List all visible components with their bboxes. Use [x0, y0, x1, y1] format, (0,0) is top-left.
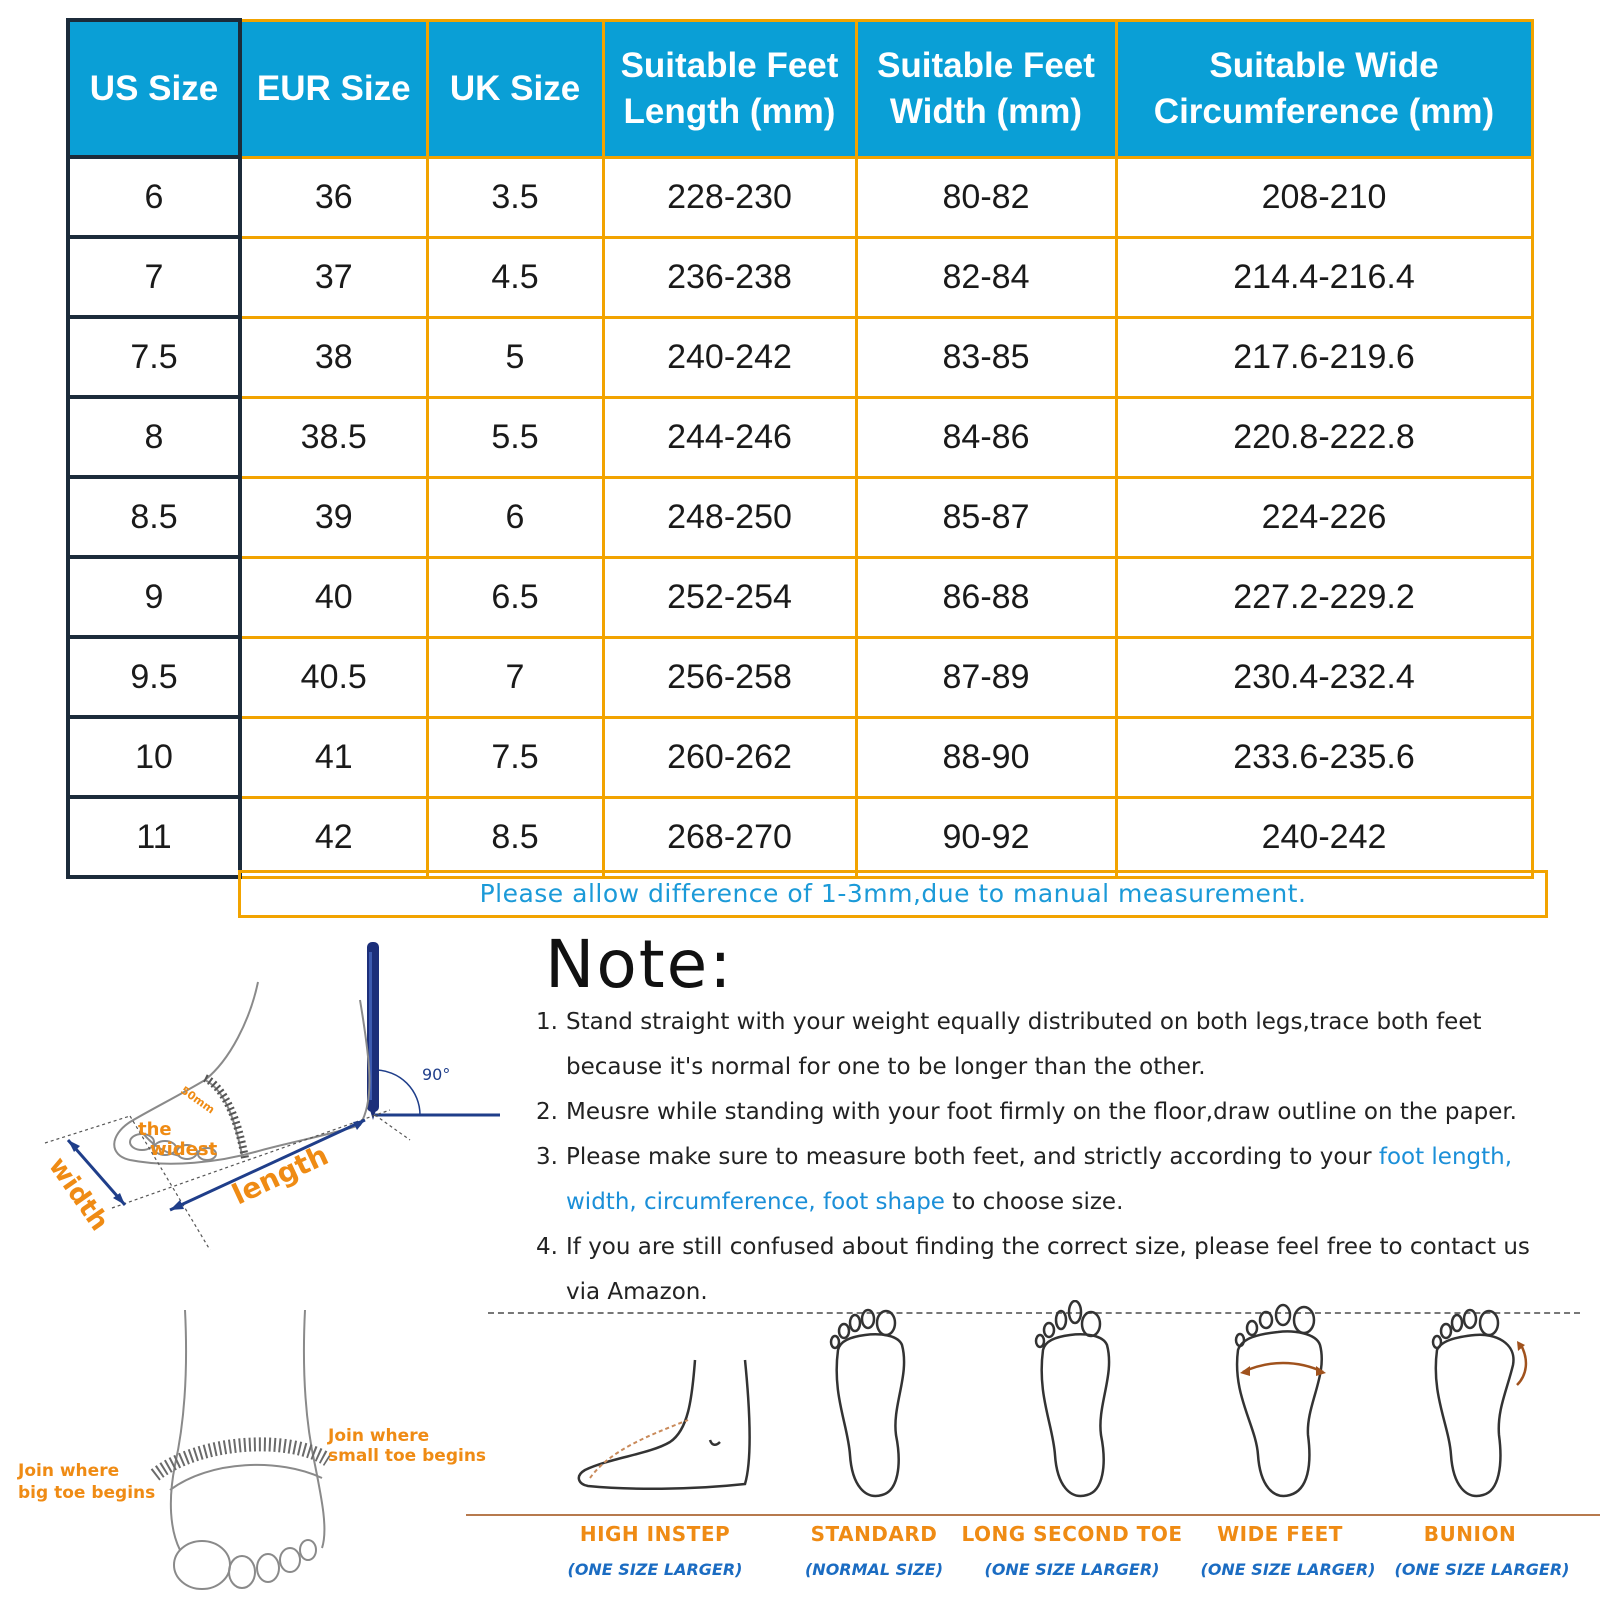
cell-wide-circumference: 230.4-232.4 — [1116, 637, 1532, 717]
cell-feet-width: 82-84 — [856, 237, 1116, 317]
shape-advice-standard: (NORMAL SIZE) — [804, 1560, 943, 1579]
length-label: length — [227, 1138, 334, 1212]
note-item-1: 1. Stand straight with your weight equally distributed on both legs,trace both feet because it's normal for one to be longer than the other. — [536, 1009, 1482, 1080]
cell-uk-size: 6 — [427, 477, 603, 557]
header-eur-size: EUR Size — [240, 20, 427, 157]
shape-name-bunion: BUNION — [1423, 1522, 1517, 1546]
cell-wide-circumference: 224-226 — [1116, 477, 1532, 557]
cell-feet-length: 256-258 — [603, 637, 856, 717]
note-list — [536, 1000, 1566, 1315]
cell-feet-width: 83-85 — [856, 317, 1116, 397]
cell-feet-length: 244-246 — [603, 397, 856, 477]
cell-eur-size: 38.5 — [240, 397, 427, 477]
cell-feet-width: 87-89 — [856, 637, 1116, 717]
table-row — [68, 637, 1532, 717]
small-toe-label-line1: Join where — [328, 1426, 430, 1446]
cell-uk-size: 5 — [427, 317, 603, 397]
cell-feet-width: 90-92 — [856, 797, 1116, 877]
foot-circumference-diagram — [10, 1300, 490, 1600]
shape-name-wide-feet: WIDE FEET — [1217, 1522, 1343, 1546]
shape-advice-high-instep: (ONE SIZE LARGER) — [567, 1560, 743, 1579]
table-row — [68, 477, 1532, 557]
wide-feet-foot-icon — [1228, 1300, 1338, 1505]
cell-eur-size: 36 — [240, 157, 427, 237]
cell-us-size: 11 — [68, 797, 240, 877]
cell-wide-circumference: 227.2-229.2 — [1116, 557, 1532, 637]
cell-feet-width: 85-87 — [856, 477, 1116, 557]
bunion-foot-icon — [1425, 1305, 1535, 1505]
table-row — [68, 157, 1532, 237]
cell-uk-size: 7.5 — [427, 717, 603, 797]
cell-uk-size: 7 — [427, 637, 603, 717]
cell-feet-width: 86-88 — [856, 557, 1116, 637]
header-wide-circumference: Suitable Wide Circumference (mm) — [1116, 20, 1532, 157]
header-feet-width: Suitable Feet Width (mm) — [856, 20, 1116, 157]
note-title: Note: — [545, 926, 734, 1003]
cell-feet-length: 240-242 — [603, 317, 856, 397]
shape-name-long-second-toe: LONG SECOND TOE — [961, 1522, 1183, 1546]
cell-us-size: 9.5 — [68, 637, 240, 717]
table-row — [68, 237, 1532, 317]
shape-advice-wide-feet: (ONE SIZE LARGER) — [1200, 1560, 1376, 1579]
table-row — [68, 557, 1532, 637]
table-row — [68, 397, 1532, 477]
cell-uk-size: 5.5 — [427, 397, 603, 477]
cell-wide-circumference: 217.6-219.6 — [1116, 317, 1532, 397]
cell-wide-circumference: 208-210 — [1116, 157, 1532, 237]
cell-wide-circumference: 214.4-216.4 — [1116, 237, 1532, 317]
cell-eur-size: 41 — [240, 717, 427, 797]
header-feet-length: Suitable Feet Length (mm) — [603, 20, 856, 157]
table-row — [68, 797, 1532, 877]
table-row — [68, 317, 1532, 397]
cell-feet-length: 268-270 — [603, 797, 856, 877]
highlight-measurements: width, circumference, foot shape — [566, 1189, 945, 1215]
cell-feet-width: 80-82 — [856, 157, 1116, 237]
cell-wide-circumference: 240-242 — [1116, 797, 1532, 877]
measurement-notice: Please allow difference of 1-3mm,due to manual measurement. — [238, 870, 1548, 918]
small-toe-label-line2: small toe begins — [328, 1446, 487, 1466]
cell-eur-size: 39 — [240, 477, 427, 557]
cell-us-size: 8.5 — [68, 477, 240, 557]
tape-mark-label: 50mm — [178, 1083, 218, 1117]
angle-arc — [375, 1070, 420, 1115]
cell-uk-size: 3.5 — [427, 157, 603, 237]
cell-feet-length: 252-254 — [603, 557, 856, 637]
big-toe-label-line1: Join where — [18, 1461, 120, 1481]
header-uk-size: UK Size — [427, 20, 603, 157]
cell-us-size: 9 — [68, 557, 240, 637]
cell-uk-size: 8.5 — [427, 797, 603, 877]
highlight-foot-length: foot length, — [1378, 1144, 1513, 1170]
cell-eur-size: 42 — [240, 797, 427, 877]
note-item-4: 4. If you are still confused about finding the correct size, please feel free to contact us via Amazon. — [536, 1234, 1530, 1305]
solid-divider — [466, 1514, 1600, 1516]
widest-label-line2: widest — [150, 1139, 218, 1160]
table-header-row — [68, 20, 1532, 157]
cell-wide-circumference: 220.8-222.8 — [1116, 397, 1532, 477]
widest-label-line1: the — [138, 1119, 172, 1140]
shape-name-high-instep: HIGH INSTEP — [579, 1522, 731, 1546]
standard-foot-icon — [820, 1305, 920, 1505]
long-second-toe-foot-icon — [1025, 1300, 1125, 1505]
cell-eur-size: 40 — [240, 557, 427, 637]
cell-us-size: 7 — [68, 237, 240, 317]
cell-feet-length: 236-238 — [603, 237, 856, 317]
cell-feet-length: 260-262 — [603, 717, 856, 797]
cell-wide-circumference: 233.6-235.6 — [1116, 717, 1532, 797]
big-toe-label-line2: big toe begins — [18, 1483, 156, 1503]
cell-eur-size: 37 — [240, 237, 427, 317]
shape-advice-bunion: (ONE SIZE LARGER) — [1394, 1560, 1570, 1579]
cell-us-size: 8 — [68, 397, 240, 477]
cell-uk-size: 6.5 — [427, 557, 603, 637]
cell-us-size: 7.5 — [68, 317, 240, 397]
header-us-size: US Size — [68, 20, 240, 157]
width-label: width — [42, 1151, 115, 1237]
wide-arrow — [1243, 1363, 1323, 1372]
table-row — [68, 717, 1532, 797]
angle-label: 90° — [422, 1065, 451, 1084]
shape-name-standard: STANDARD — [810, 1522, 938, 1546]
note-item-2: 2. Meusre while standing with your foot firmly on the floor,draw outline on the paper. — [536, 1099, 1517, 1125]
cell-uk-size: 4.5 — [427, 237, 603, 317]
cell-feet-length: 228-230 — [603, 157, 856, 237]
cell-us-size: 10 — [68, 717, 240, 797]
size-chart-table — [66, 18, 1534, 879]
foot-measure-diagram — [30, 930, 510, 1280]
cell-feet-length: 248-250 — [603, 477, 856, 557]
note-item-3: 3. Please make sure to measure both feet, and strictly according to your foot length, width, circumference, foot shape to choose size. — [536, 1144, 1513, 1215]
shape-advice-long-second-toe: (ONE SIZE LARGER) — [984, 1560, 1160, 1579]
cell-eur-size: 40.5 — [240, 637, 427, 717]
bunion-arrow — [1517, 1345, 1526, 1385]
cell-feet-width: 84-86 — [856, 397, 1116, 477]
cell-eur-size: 38 — [240, 317, 427, 397]
cell-feet-width: 88-90 — [856, 717, 1116, 797]
cell-us-size: 6 — [68, 157, 240, 237]
high-instep-foot-icon — [570, 1350, 770, 1500]
